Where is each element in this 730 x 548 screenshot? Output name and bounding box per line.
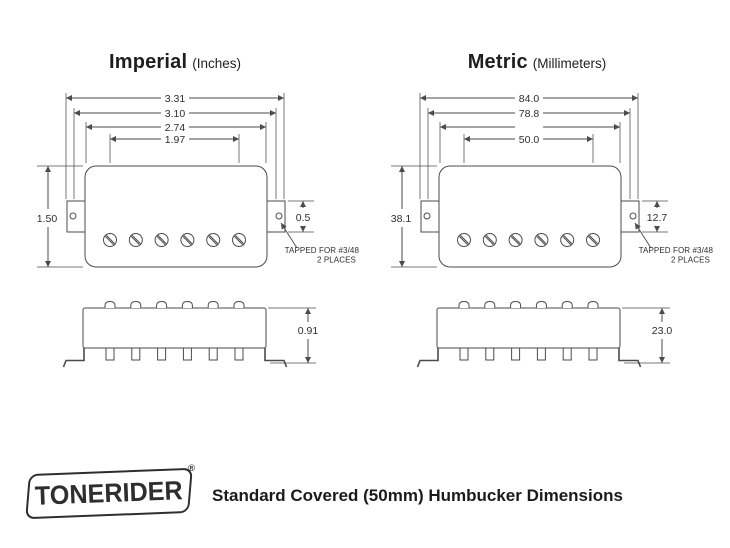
metric-title-main: Metric [467, 51, 528, 73]
metric-pole-spacing-label: 50.0 [518, 134, 540, 146]
imperial-side-height-label: 0.91 [297, 325, 319, 337]
tonerider-logo-text: TONERIDER [34, 475, 184, 511]
imperial-pole-spacing-label: 1.97 [164, 134, 186, 146]
imperial-title-units: (Inches) [192, 56, 242, 71]
metric-body-length-label: 38.1 [390, 213, 412, 225]
sheet-caption: Standard Covered (50mm) Humbucker Dimensions [212, 486, 623, 505]
tonerider-logo [21, 464, 197, 522]
metric-overall-width-label: 84.0 [518, 93, 540, 105]
metric-tapped-note-line1: TAPPED FOR #3/48 [638, 246, 713, 255]
imperial-overall-width-label: 3.31 [164, 93, 186, 105]
imperial-tab-height-label: 0.5 [295, 212, 311, 224]
registered-trademark-symbol: ® [188, 463, 195, 474]
imperial-body-length-label: 1.50 [36, 213, 58, 225]
metric-mounting-span-label: 78.8 [518, 108, 540, 120]
imperial-title-main: Imperial [108, 51, 188, 73]
imperial-body-width-label: 2.74 [164, 122, 186, 134]
metric-title-units: (Millimeters) [532, 56, 607, 71]
metric-side-height-label: 23.0 [651, 325, 673, 337]
imperial-tapped-note-line1: TAPPED FOR #3/48 [284, 246, 359, 255]
tonerider-logo-border [25, 468, 193, 519]
imperial-mounting-span-label: 3.10 [164, 108, 186, 120]
metric-tab-height-label: 12.7 [646, 212, 668, 224]
metric-tapped-note-line2: 2 PLACES [670, 255, 710, 265]
imperial-tapped-note-line2: 2 PLACES [316, 255, 356, 265]
